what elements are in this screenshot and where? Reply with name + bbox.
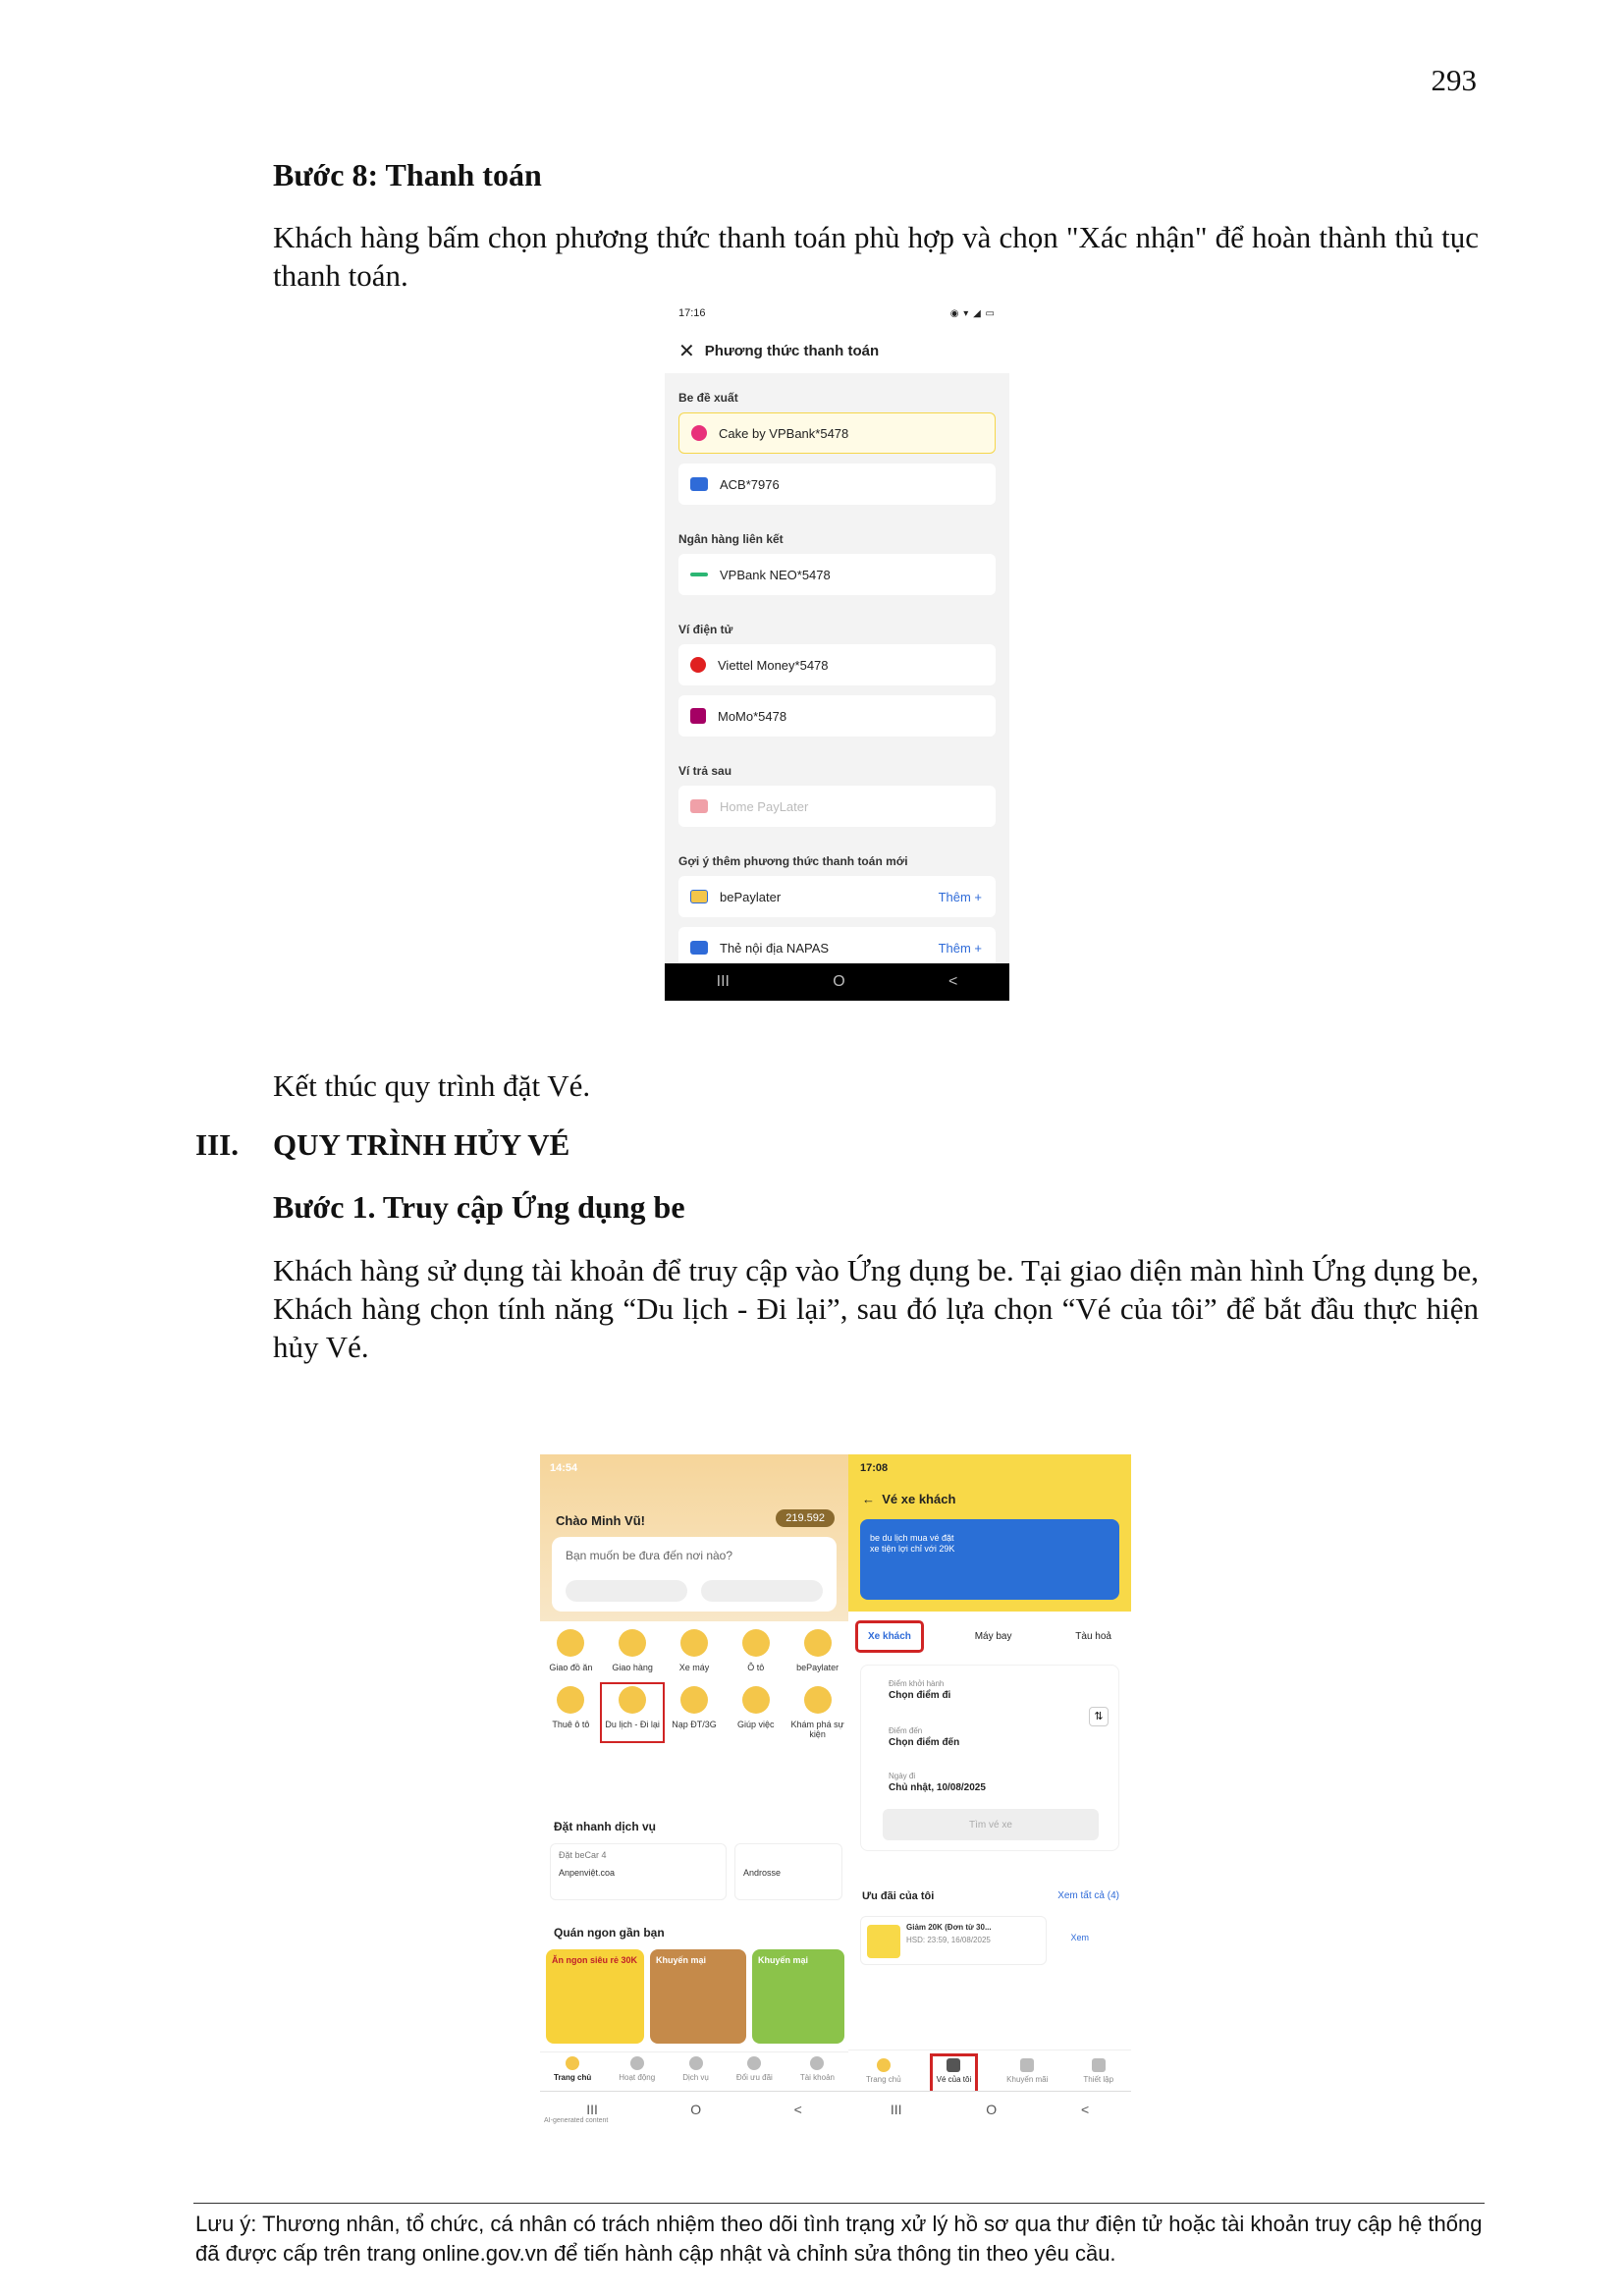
- grid-icon: [689, 2056, 703, 2070]
- see-all-link[interactable]: Xem tất cả (4): [1057, 1890, 1119, 1901]
- add-button[interactable]: Thêm +: [938, 940, 982, 956]
- list-icon: [1092, 2058, 1106, 2072]
- tab-train[interactable]: Tàu hoả: [1075, 1631, 1111, 1642]
- delivery-icon: [619, 1629, 646, 1657]
- momo-icon: [690, 708, 706, 724]
- home-icon: [566, 2056, 579, 2070]
- greeting: Chào Minh Vũ!: [556, 1513, 645, 1528]
- to-field[interactable]: Điểm đến Chọn điểm đến: [889, 1726, 960, 1748]
- service-bike[interactable]: Xe máy: [666, 1629, 723, 1672]
- tab-services[interactable]: Dịch vụ: [682, 2056, 709, 2091]
- event-icon: [804, 1686, 832, 1714]
- promo-card[interactable]: Khuyến mại: [650, 1949, 746, 2044]
- tab-home[interactable]: Trang chủ: [862, 2056, 905, 2093]
- bottom-tab-bar: [540, 2051, 848, 2091]
- service-grid: [540, 1629, 848, 1753]
- tab-rewards[interactable]: Đổi ưu đãi: [736, 2056, 773, 2091]
- back-icon[interactable]: <: [948, 973, 958, 990]
- section-paylater: Ví trả sau: [678, 764, 732, 778]
- bepaylater-icon: [690, 890, 708, 903]
- android-nav-bar: [848, 2091, 1131, 2126]
- back-icon[interactable]: <: [1080, 2101, 1090, 2117]
- android-nav-bar: [540, 2091, 848, 2126]
- promo-card[interactable]: Khuyến mại: [752, 1949, 844, 2044]
- search-ticket-button[interactable]: Tìm vé xe: [883, 1809, 1099, 1840]
- service-food[interactable]: Giao đồ ăn: [542, 1629, 599, 1672]
- system-icons: ◉ ▾ ◢ ▭: [949, 307, 996, 319]
- cleaning-icon: [742, 1686, 770, 1714]
- back-arrow-icon[interactable]: ←: [862, 1492, 883, 1506]
- service-bepaylater[interactable]: bePaylater: [789, 1629, 846, 1672]
- be-home-screenshot: [540, 1454, 848, 2126]
- step1-text: Khách hàng sử dụng tài khoản để truy cập vào Ứng dụng be. Tại giao diện màn hình Ứng dụng be, Khách hàng chọn tính năng “Du lịch - Đi lại”, sau đó lựa chọn “Vé của tôi” để bắt đầu thực hiện hủy Vé.: [273, 1253, 1479, 1364]
- step8-text: Khách hàng bấm chọn phương thức thanh toán phù hợp và chọn "Xác nhận" để hoàn thành thủ tục thanh toán.: [273, 220, 1479, 293]
- search-placeholder: Bạn muốn be đưa đến nơi nào?: [566, 1549, 733, 1562]
- home-icon[interactable]: O: [986, 2101, 998, 2117]
- wallet-icon: [804, 1629, 832, 1657]
- gear-icon: [1020, 2058, 1034, 2072]
- service-housekeeping[interactable]: Giúp việc: [728, 1686, 785, 1739]
- payment-option[interactable]: Cake by VPBank*5478: [678, 412, 996, 454]
- home-paylater-icon: [690, 799, 708, 813]
- payment-option[interactable]: MoMo*5478: [678, 695, 996, 737]
- ai-note: AI-generated content: [544, 2117, 609, 2124]
- tab-settings[interactable]: Thiết lập: [1079, 2056, 1117, 2093]
- status-bar: [665, 299, 1009, 328]
- promo-banner[interactable]: be du lịch mua vé đặt xe tiện lợi chỉ với 29K: [860, 1519, 1119, 1600]
- nearby-title: Quán ngon gần bạn: [554, 1926, 665, 1940]
- screen-title: ← Vé xe khách: [862, 1492, 956, 1506]
- gift-icon: [747, 2056, 761, 2070]
- shortcut-pill[interactable]: [701, 1580, 823, 1602]
- section-suggest-new: Gợi ý thêm phương thức thanh toán mới: [678, 854, 908, 868]
- vpbank-icon: [690, 573, 708, 576]
- screen-header: [665, 328, 1009, 373]
- tab-account[interactable]: Tài khoản: [800, 2056, 835, 2091]
- tab-home[interactable]: Trang chủ: [554, 2056, 591, 2091]
- service-delivery[interactable]: Giao hàng: [604, 1629, 661, 1672]
- page-number: 293: [1431, 63, 1477, 97]
- service-topup[interactable]: Nạp ĐT/3G: [666, 1686, 723, 1739]
- cake-icon: [691, 425, 707, 441]
- shortcut-pill[interactable]: [566, 1580, 687, 1602]
- card-icon: [690, 941, 708, 955]
- ticket-icon: [947, 2058, 960, 2072]
- search-form: [860, 1665, 1119, 1851]
- bus-icon: [619, 1686, 646, 1714]
- voucher-see-button[interactable]: Xem: [1070, 1933, 1089, 1942]
- rent-car-icon: [557, 1686, 584, 1714]
- end-text: Kết thúc quy trình đặt Vé.: [273, 1068, 591, 1103]
- add-button[interactable]: Thêm +: [938, 889, 982, 904]
- tab-plane[interactable]: Máy bay: [974, 1631, 1012, 1642]
- motorbike-icon: [680, 1629, 708, 1657]
- section-suggested: Be đề xuất: [678, 391, 738, 405]
- status-time: 17:08: [860, 1462, 889, 1474]
- status-time: 14:54: [550, 1462, 578, 1474]
- home-icon[interactable]: O: [690, 2101, 702, 2117]
- section-linked-banks: Ngân hàng liên kết: [678, 532, 784, 546]
- tab-bus[interactable]: Xe khách: [858, 1623, 921, 1650]
- recent-apps-icon[interactable]: III: [890, 2101, 902, 2117]
- payment-option[interactable]: VPBank NEO*5478: [678, 554, 996, 595]
- section-number: III.: [195, 1127, 239, 1162]
- section-ewallets: Ví điện tử: [678, 623, 733, 636]
- recent-apps-icon[interactable]: III: [716, 973, 730, 990]
- home-icon[interactable]: O: [833, 973, 845, 990]
- car-icon: [742, 1629, 770, 1657]
- bus-icon: [867, 1925, 900, 1958]
- service-car[interactable]: Ô tô: [728, 1629, 785, 1672]
- transport-mode-tabs: [858, 1623, 1121, 1650]
- food-icon: [557, 1629, 584, 1657]
- destination-search[interactable]: [552, 1537, 837, 1612]
- recent-apps-icon[interactable]: III: [586, 2101, 598, 2117]
- payment-option[interactable]: bePaylater Thêm +: [678, 876, 996, 917]
- points-badge[interactable]: 219.592: [776, 1509, 835, 1527]
- payment-option[interactable]: Thẻ nội địa NAPAS Thêm +: [678, 927, 996, 968]
- close-icon[interactable]: ✕: [678, 340, 695, 362]
- date-field[interactable]: Ngày đi Chủ nhật, 10/08/2025: [889, 1772, 986, 1793]
- payment-option[interactable]: Viettel Money*5478: [678, 644, 996, 685]
- quick-book-title: Đặt nhanh dịch vụ: [554, 1820, 657, 1833]
- bottom-tab-bar: [848, 2050, 1131, 2093]
- payment-option[interactable]: ACB*7976: [678, 464, 996, 505]
- service-rent-car[interactable]: Thuê ô tô: [542, 1686, 599, 1739]
- user-icon: [810, 2056, 824, 2070]
- footer-divider: [193, 2203, 1485, 2204]
- tab-activity[interactable]: Hoạt động: [619, 2056, 655, 2091]
- payment-methods-screenshot: [665, 299, 1009, 1001]
- service-travel[interactable]: Du lịch - Đi lại: [604, 1686, 661, 1739]
- footer-note: Lưu ý: Thương nhân, tổ chức, cá nhân có trách nhiệm theo dõi tình trạng xử lý hồ sơ qua thư điện tử hoặc tài khoản truy cập hệ thống đã được cấp trên trang online.gov.vn để tiến hành cập nhật và chỉnh sửa thông tin theo yêu cầu.: [195, 2212, 1483, 2266]
- tab-promotions[interactable]: Khuyến mãi: [1002, 2056, 1052, 2093]
- tab-my-tickets[interactable]: Vé của tôi: [933, 2056, 976, 2093]
- card-icon: [690, 477, 708, 491]
- voucher-card[interactable]: Giảm 20K (Đơn từ 30... HSD: 23:59, 16/08/2025 Xem: [860, 1916, 1047, 1965]
- service-events[interactable]: Khám phá sự kiện: [789, 1686, 846, 1739]
- back-icon[interactable]: <: [793, 2101, 802, 2117]
- quick-book-card[interactable]: Androsse: [734, 1843, 842, 1900]
- viettel-money-icon: [690, 657, 706, 673]
- phone-topup-icon: [680, 1686, 708, 1714]
- promo-card[interactable]: Ăn ngon siêu rẻ 30K: [546, 1949, 644, 2044]
- android-nav-bar: [665, 963, 1009, 1001]
- bus-ticket-screenshot: [848, 1454, 1131, 2126]
- swap-icon[interactable]: ⇅: [1089, 1707, 1109, 1726]
- payment-option: Home PayLater: [678, 786, 996, 827]
- section-title: QUY TRÌNH HỦY VÉ: [273, 1127, 570, 1162]
- step1-heading: Bước 1. Truy cập Ứng dụng be: [273, 1189, 685, 1225]
- status-time: 17:16: [678, 307, 706, 319]
- from-field[interactable]: Điểm khởi hành Chọn điểm đi: [889, 1679, 951, 1701]
- home-icon: [877, 2058, 891, 2072]
- screen-title: Phương thức thanh toán: [704, 342, 880, 359]
- quick-book-card[interactable]: Đặt beCar 4 Anpenviệt.coa: [550, 1843, 727, 1900]
- clock-icon: [630, 2056, 644, 2070]
- step8-heading: Bước 8: Thanh toán: [273, 157, 542, 192]
- offers-title: Ưu đãi của tôi: [862, 1890, 935, 1902]
